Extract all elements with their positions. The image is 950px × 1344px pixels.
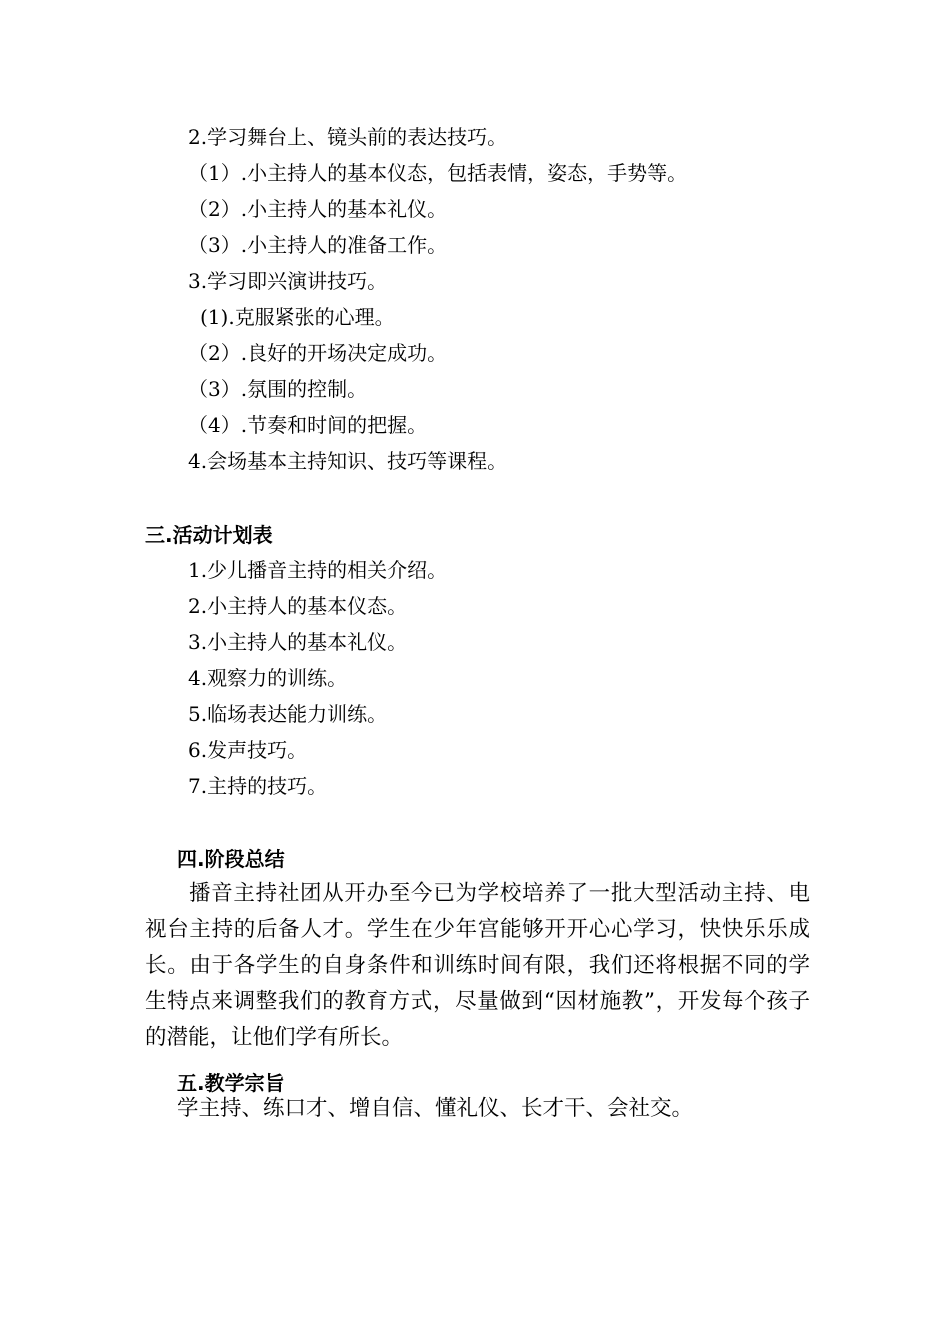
skill-item-2-sub-3: （3）.小主持人的准备工作。 [188, 233, 448, 257]
skill-item-2-sub-1: （1）.小主持人的基本仪态，包括表情，姿态，手势等。 [188, 161, 688, 185]
teaching-motto: 学主持、练口才、增自信、懂礼仪、长才干、会社交。 [177, 1096, 694, 1121]
plan-item-2: 2.小主持人的基本仪态。 [188, 594, 408, 618]
skill-item-3-sub-2: （2）.良好的开场决定成功。 [188, 341, 448, 365]
skill-item-3-sub-4: （4）.节奏和时间的把握。 [188, 413, 428, 437]
plan-item-5: 5.临场表达能力训练。 [188, 702, 388, 726]
summary-paragraph: 播音主持社团从开办至今已为学校培养了一批大型活动主持、电视台主持的后备人才。学生在少年宫能够开开心心学习，快快乐乐成长。由于各学生的自身条件和训练时间有限，我们还将根据不同的学生特点来调整我们的教育方式，尽量做到“因材施教”，开发每个孩子的潜能，让他们学有所长。 [145, 881, 810, 1050]
section-3-heading: 三.活动计划表 [145, 523, 273, 547]
section-5-heading: 五.教学宗旨 [177, 1071, 285, 1095]
plan-item-1: 1.少儿播音主持的相关介绍。 [188, 558, 448, 582]
plan-item-7: 7.主持的技巧。 [188, 774, 328, 798]
skill-item-3-sub-3: （3）.氛围的控制。 [188, 377, 368, 401]
section-4-heading: 四.阶段总结 [177, 847, 285, 871]
skill-item-2-sub-2: （2）.小主持人的基本礼仪。 [188, 197, 448, 221]
skill-item-3: 3.学习即兴演讲技巧。 [188, 269, 388, 293]
plan-item-6: 6.发声技巧。 [188, 738, 308, 762]
skill-item-3-sub-1: (1).克服紧张的心理。 [200, 305, 395, 329]
skill-item-2: 2.学习舞台上、镜头前的表达技巧。 [188, 125, 508, 149]
plan-item-4: 4.观察力的训练。 [188, 666, 348, 690]
skill-item-4: 4.会场基本主持知识、技巧等课程。 [188, 449, 508, 473]
plan-item-3: 3.小主持人的基本礼仪。 [188, 630, 408, 654]
